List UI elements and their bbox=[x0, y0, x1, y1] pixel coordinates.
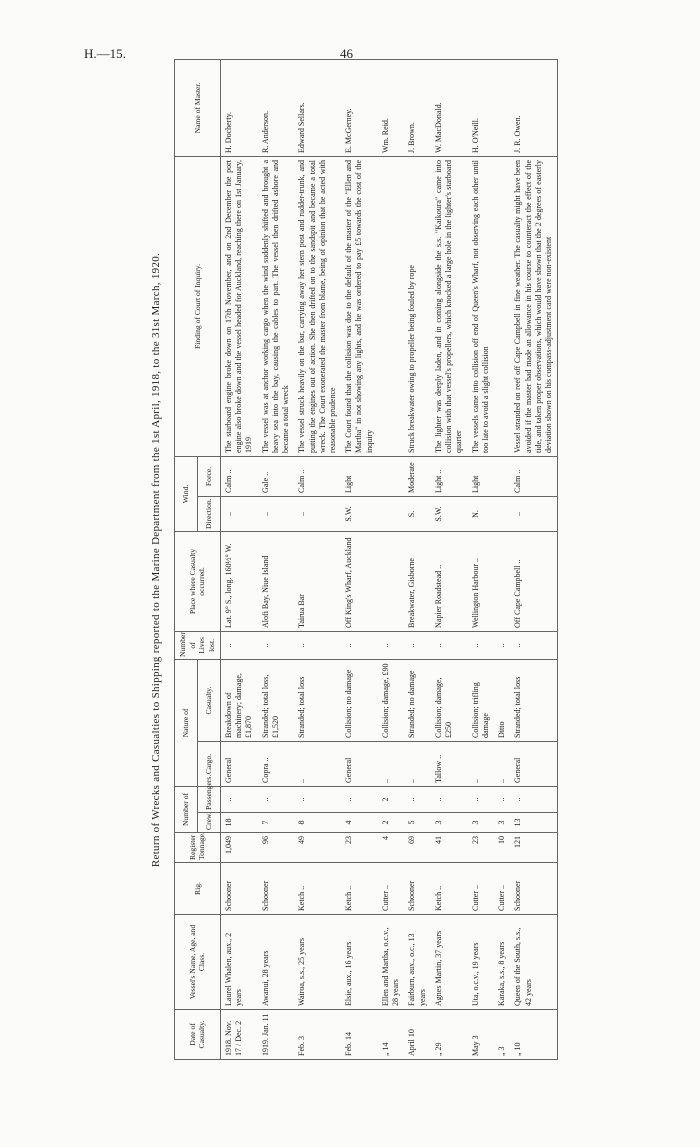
direction-cell bbox=[494, 496, 510, 531]
direction-cell: S.W. bbox=[341, 496, 378, 531]
crew-cell: 13 bbox=[510, 813, 557, 833]
tonnage-cell: 96 bbox=[258, 833, 295, 863]
table-row bbox=[220, 59, 257, 1059]
finding-cell: The Court found that the collision was due to the default of the master of the "Ellen and Martha" in not showing any lights, and he was ordered to pay £5 towards the cost of the inquiry bbox=[341, 156, 378, 456]
direction-cell: .. bbox=[510, 496, 557, 531]
direction-cell: .. bbox=[258, 496, 295, 531]
direction-cell: S.W. bbox=[431, 496, 468, 531]
master-cell: J. Brown. bbox=[404, 59, 430, 156]
force-cell bbox=[494, 456, 510, 496]
direction-cell: .. bbox=[294, 496, 341, 531]
vessel-cell: Elsie, aux., 16 years bbox=[341, 915, 378, 1010]
place-cell: Napier Roadstead .. bbox=[431, 531, 468, 631]
header-place: Place where Casualty occurred. bbox=[175, 531, 221, 631]
lives-cell: .. bbox=[494, 631, 510, 659]
table-row bbox=[404, 59, 430, 1059]
vessel-cell: Awanui, 28 years bbox=[258, 915, 295, 1010]
place-cell: Off King's Wharf, Auckland bbox=[341, 531, 378, 631]
casualty-cell: Collision; damage, £90 bbox=[378, 659, 404, 741]
finding-cell: The vessel was at anchor working cargo when the wind suddenly shifted and brought a heavy sea into the bay, causing the cables to part. The vessel then drifted ashore and became a total wreck bbox=[258, 156, 295, 456]
passengers-cell: .. bbox=[468, 786, 494, 812]
crew-cell: 5 bbox=[404, 813, 430, 833]
casualty-cell: Collision; trifling damage bbox=[468, 659, 494, 741]
tonnage-cell: 41 bbox=[431, 833, 468, 863]
rig-cell: Ketch .. bbox=[294, 863, 341, 915]
cargo-cell: General bbox=[341, 741, 378, 786]
lives-cell: .. bbox=[378, 631, 404, 659]
direction-cell bbox=[378, 496, 404, 531]
vessel-cell: Ellen and Martha, o.c.v., 28 years bbox=[378, 915, 404, 1010]
crew-cell: 8 bbox=[294, 813, 341, 833]
passengers-cell: .. bbox=[404, 786, 430, 812]
casualty-cell: Ditto bbox=[494, 659, 510, 741]
tonnage-cell: 23 bbox=[468, 833, 494, 863]
vessel-cell: Laurel Whalen, aux., 2 years bbox=[220, 915, 257, 1010]
passengers-cell: .. bbox=[220, 786, 257, 812]
header-direction: Direction. bbox=[197, 496, 220, 531]
casualty-cell: Stranded; total loss, £1,520 bbox=[258, 659, 295, 741]
cargo-cell: Tallow .. bbox=[431, 741, 468, 786]
tonnage-cell: 4 bbox=[378, 833, 404, 863]
lives-cell: .. bbox=[258, 631, 295, 659]
lives-cell: .. bbox=[510, 631, 557, 659]
date-cell: Feb. 3 bbox=[294, 1010, 341, 1060]
passengers-cell: .. bbox=[510, 786, 557, 812]
table-row bbox=[378, 59, 404, 1059]
cargo-cell: .. bbox=[468, 741, 494, 786]
cargo-cell: .. bbox=[404, 741, 430, 786]
date-cell: 1919. Jan. 11 bbox=[258, 1010, 295, 1060]
cargo-cell: .. bbox=[294, 741, 341, 786]
header-finding: Finding of Court of Inquiry. bbox=[175, 156, 221, 456]
crew-cell: 2 bbox=[378, 813, 404, 833]
cargo-cell: Copra .. bbox=[258, 741, 295, 786]
lives-cell: .. bbox=[341, 631, 378, 659]
direction-cell: S. bbox=[404, 496, 430, 531]
date-cell: 1918. Nov. 17 / Dec. 2 bbox=[220, 1010, 257, 1060]
header-rig: Rig. bbox=[175, 863, 221, 915]
lives-cell: .. bbox=[468, 631, 494, 659]
table-row bbox=[431, 59, 468, 1059]
master-cell: H. O'Neill. bbox=[468, 59, 494, 156]
table-row bbox=[258, 59, 295, 1059]
force-cell: Calm .. bbox=[220, 456, 257, 496]
master-cell: H. Docherty. bbox=[220, 59, 257, 156]
force-cell: Calm .. bbox=[294, 456, 341, 496]
force-cell: Light bbox=[468, 456, 494, 496]
table-row bbox=[341, 59, 378, 1059]
crew-cell: 3 bbox=[494, 813, 510, 833]
vessel-cell: Wairoa, s.s., 25 years bbox=[294, 915, 341, 1010]
tonnage-cell: 49 bbox=[294, 833, 341, 863]
place-cell: Off Cape Campbell .. bbox=[510, 531, 557, 631]
place-cell: Alofi Bay, Niue Island bbox=[258, 531, 295, 631]
casualty-cell: Stranded; no damage bbox=[404, 659, 430, 741]
header-crew: Crew. bbox=[197, 813, 220, 833]
place-cell: Tairua Bar bbox=[294, 531, 341, 631]
cargo-cell: .. bbox=[378, 741, 404, 786]
vessel-cell: Karaka, s.s., 8 years bbox=[494, 915, 510, 1010]
rig-cell: Schooner bbox=[220, 863, 257, 915]
header-cargo: Cargo. bbox=[197, 741, 220, 786]
tonnage-cell: 69 bbox=[404, 833, 430, 863]
passengers-cell: .. bbox=[431, 786, 468, 812]
passengers-cell: .. bbox=[258, 786, 295, 812]
place-cell bbox=[378, 531, 404, 631]
crew-cell: 7 bbox=[258, 813, 295, 833]
table-row bbox=[294, 59, 341, 1059]
passengers-cell: 2 bbox=[378, 786, 404, 812]
table-title: Return of Wrecks and Casualties to Shipping reported to the Marine Department from the 1st April, 1918, to the 31st March, 1920. bbox=[150, 252, 162, 868]
crew-cell: 3 bbox=[431, 813, 468, 833]
rig-cell: Schooner bbox=[258, 863, 295, 915]
master-cell: Wm. Reid. bbox=[378, 59, 404, 156]
place-cell bbox=[494, 531, 510, 631]
force-cell bbox=[378, 456, 404, 496]
date-cell: May 3 bbox=[468, 1010, 494, 1060]
place-cell: Wellington Harbour .. bbox=[468, 531, 494, 631]
passengers-cell: .. bbox=[294, 786, 341, 812]
master-cell: Edward Sellars. bbox=[294, 59, 341, 156]
header-casualty: Casualty. bbox=[197, 659, 220, 741]
master-cell: E. McGerney. bbox=[341, 59, 378, 156]
finding-cell: The starboard engine broke down on 17th November, and on 2nd December the port engine also broke down and the vessel headed for Auckland, reaching there on 1st January, 1919 bbox=[220, 156, 257, 456]
finding-cell bbox=[378, 156, 404, 456]
direction-cell: .. bbox=[220, 496, 257, 531]
lives-cell: .. bbox=[431, 631, 468, 659]
direction-cell: N. bbox=[468, 496, 494, 531]
header-vessel: Vessel's Name, Age, and Class. bbox=[175, 915, 221, 1010]
rig-cell: Ketch .. bbox=[431, 863, 468, 915]
header-date: Date of Casualty. bbox=[175, 1010, 221, 1060]
master-cell bbox=[494, 59, 510, 156]
rig-cell: Cutter .. bbox=[494, 863, 510, 915]
date-cell: April 10 bbox=[404, 1010, 430, 1060]
finding-cell: The lighter was deeply laden, and in coming alongside the s.s. "Kaikoura" came into collision with that vessel's propellers, which knocked a large hole in the lighter's starboard quarter bbox=[431, 156, 468, 456]
rig-cell: Schooner bbox=[404, 863, 430, 915]
finding-cell: Vessel stranded on reef off Cape Campbell in fine weather. The casualty might have been avoided if the master had made an allowance in his course to counteract the effect of the tide, and taken proper observations, which would have shown that the 2 degrees of easterly deviation shown on his compass-adjustment card were non-existent bbox=[510, 156, 557, 456]
table-body bbox=[220, 59, 557, 1059]
finding-cell bbox=[494, 156, 510, 456]
vessel-cell: Agnes Martin, 37 years bbox=[431, 915, 468, 1010]
date-cell: „ 14 bbox=[378, 1010, 404, 1060]
rotated-table-block bbox=[150, 60, 700, 1060]
header-tonnage: Register Tonnage. bbox=[175, 833, 221, 863]
header-force: Force. bbox=[197, 456, 220, 496]
table-row bbox=[494, 59, 510, 1059]
date-cell: „ 10 bbox=[510, 1010, 557, 1060]
tonnage-cell: 121 bbox=[510, 833, 557, 863]
table-row bbox=[510, 59, 557, 1059]
rig-cell: Cutter .. bbox=[468, 863, 494, 915]
casualty-cell: Stranded; total loss bbox=[510, 659, 557, 741]
lives-cell: .. bbox=[220, 631, 257, 659]
master-cell: R. Anderson. bbox=[258, 59, 295, 156]
crew-cell: 4 bbox=[341, 813, 378, 833]
crew-cell: 18 bbox=[220, 813, 257, 833]
casualty-cell: Stranded; total loss bbox=[294, 659, 341, 741]
tonnage-cell: 23 bbox=[341, 833, 378, 863]
page-number: 46 bbox=[340, 46, 353, 61]
force-cell: Light .. bbox=[431, 456, 468, 496]
header-master: Name of Master. bbox=[175, 59, 221, 156]
finding-cell: Struck breakwater owing to propeller being fouled by rope bbox=[404, 156, 430, 456]
casualties-table bbox=[174, 59, 558, 1060]
header-number-of: Number of bbox=[175, 786, 198, 832]
passengers-cell: .. bbox=[341, 786, 378, 812]
passengers-cell: .. bbox=[494, 786, 510, 812]
vessel-cell: Uta, o.c.v., 19 years bbox=[468, 915, 494, 1010]
date-cell: Feb. 14 bbox=[341, 1010, 378, 1060]
header-passengers: Passengers. bbox=[197, 786, 220, 812]
tonnage-cell: 10 bbox=[494, 833, 510, 863]
finding-cell: The vessel struck heavily on the bar, carrying away her stern post and rudder-trunk, and putting the engines out of action. She then drifted on to the sandspit and became a total wreck. The Court exonerated the master from blame, being of opinion that he acted with reasonable prudence bbox=[294, 156, 341, 456]
force-cell: Light bbox=[341, 456, 378, 496]
cargo-cell: General bbox=[510, 741, 557, 786]
finding-cell: The vessels came into collision off end of Queen's Wharf, not observing each other until too late to avoid a slight collision bbox=[468, 156, 494, 456]
header-nature-of: Nature of bbox=[175, 659, 198, 786]
master-cell: W. MacDonald. bbox=[431, 59, 468, 156]
place-cell: Lat. 9° S., long. 160½° W. bbox=[220, 531, 257, 631]
vessel-cell: Queen of the South, s.s., 42 years bbox=[510, 915, 557, 1010]
rig-cell: Schooner bbox=[510, 863, 557, 915]
casualty-cell: Collision; no damage bbox=[341, 659, 378, 741]
place-cell: Breakwater, Gisborne bbox=[404, 531, 430, 631]
casualty-cell: Breakdown of machinery; damage, £1,870 bbox=[220, 659, 257, 741]
table-row bbox=[468, 59, 494, 1059]
master-cell: J. R. Owen. bbox=[510, 59, 557, 156]
force-cell: Moderate bbox=[404, 456, 430, 496]
page-header-left: H.—15. bbox=[84, 46, 126, 61]
rig-cell: Ketch .. bbox=[341, 863, 378, 915]
vessel-cell: Fairburn, aux., o.c., 13 years bbox=[404, 915, 430, 1010]
cargo-cell: General bbox=[220, 741, 257, 786]
cargo-cell: .. bbox=[494, 741, 510, 786]
tonnage-cell: 1,049 bbox=[220, 833, 257, 863]
date-cell: „ 29 bbox=[431, 1010, 468, 1060]
crew-cell: 3 bbox=[468, 813, 494, 833]
header-lives: Number of Lives lost. bbox=[175, 631, 221, 659]
force-cell: Gale .. bbox=[258, 456, 295, 496]
rig-cell: Cutter .. bbox=[378, 863, 404, 915]
date-cell: „ 3 bbox=[494, 1010, 510, 1060]
lives-cell: .. bbox=[404, 631, 430, 659]
header-wind: Wind. bbox=[175, 456, 198, 531]
lives-cell: .. bbox=[294, 631, 341, 659]
force-cell: Calm .. bbox=[510, 456, 557, 496]
casualty-cell: Collision; damage, £250 bbox=[431, 659, 468, 741]
